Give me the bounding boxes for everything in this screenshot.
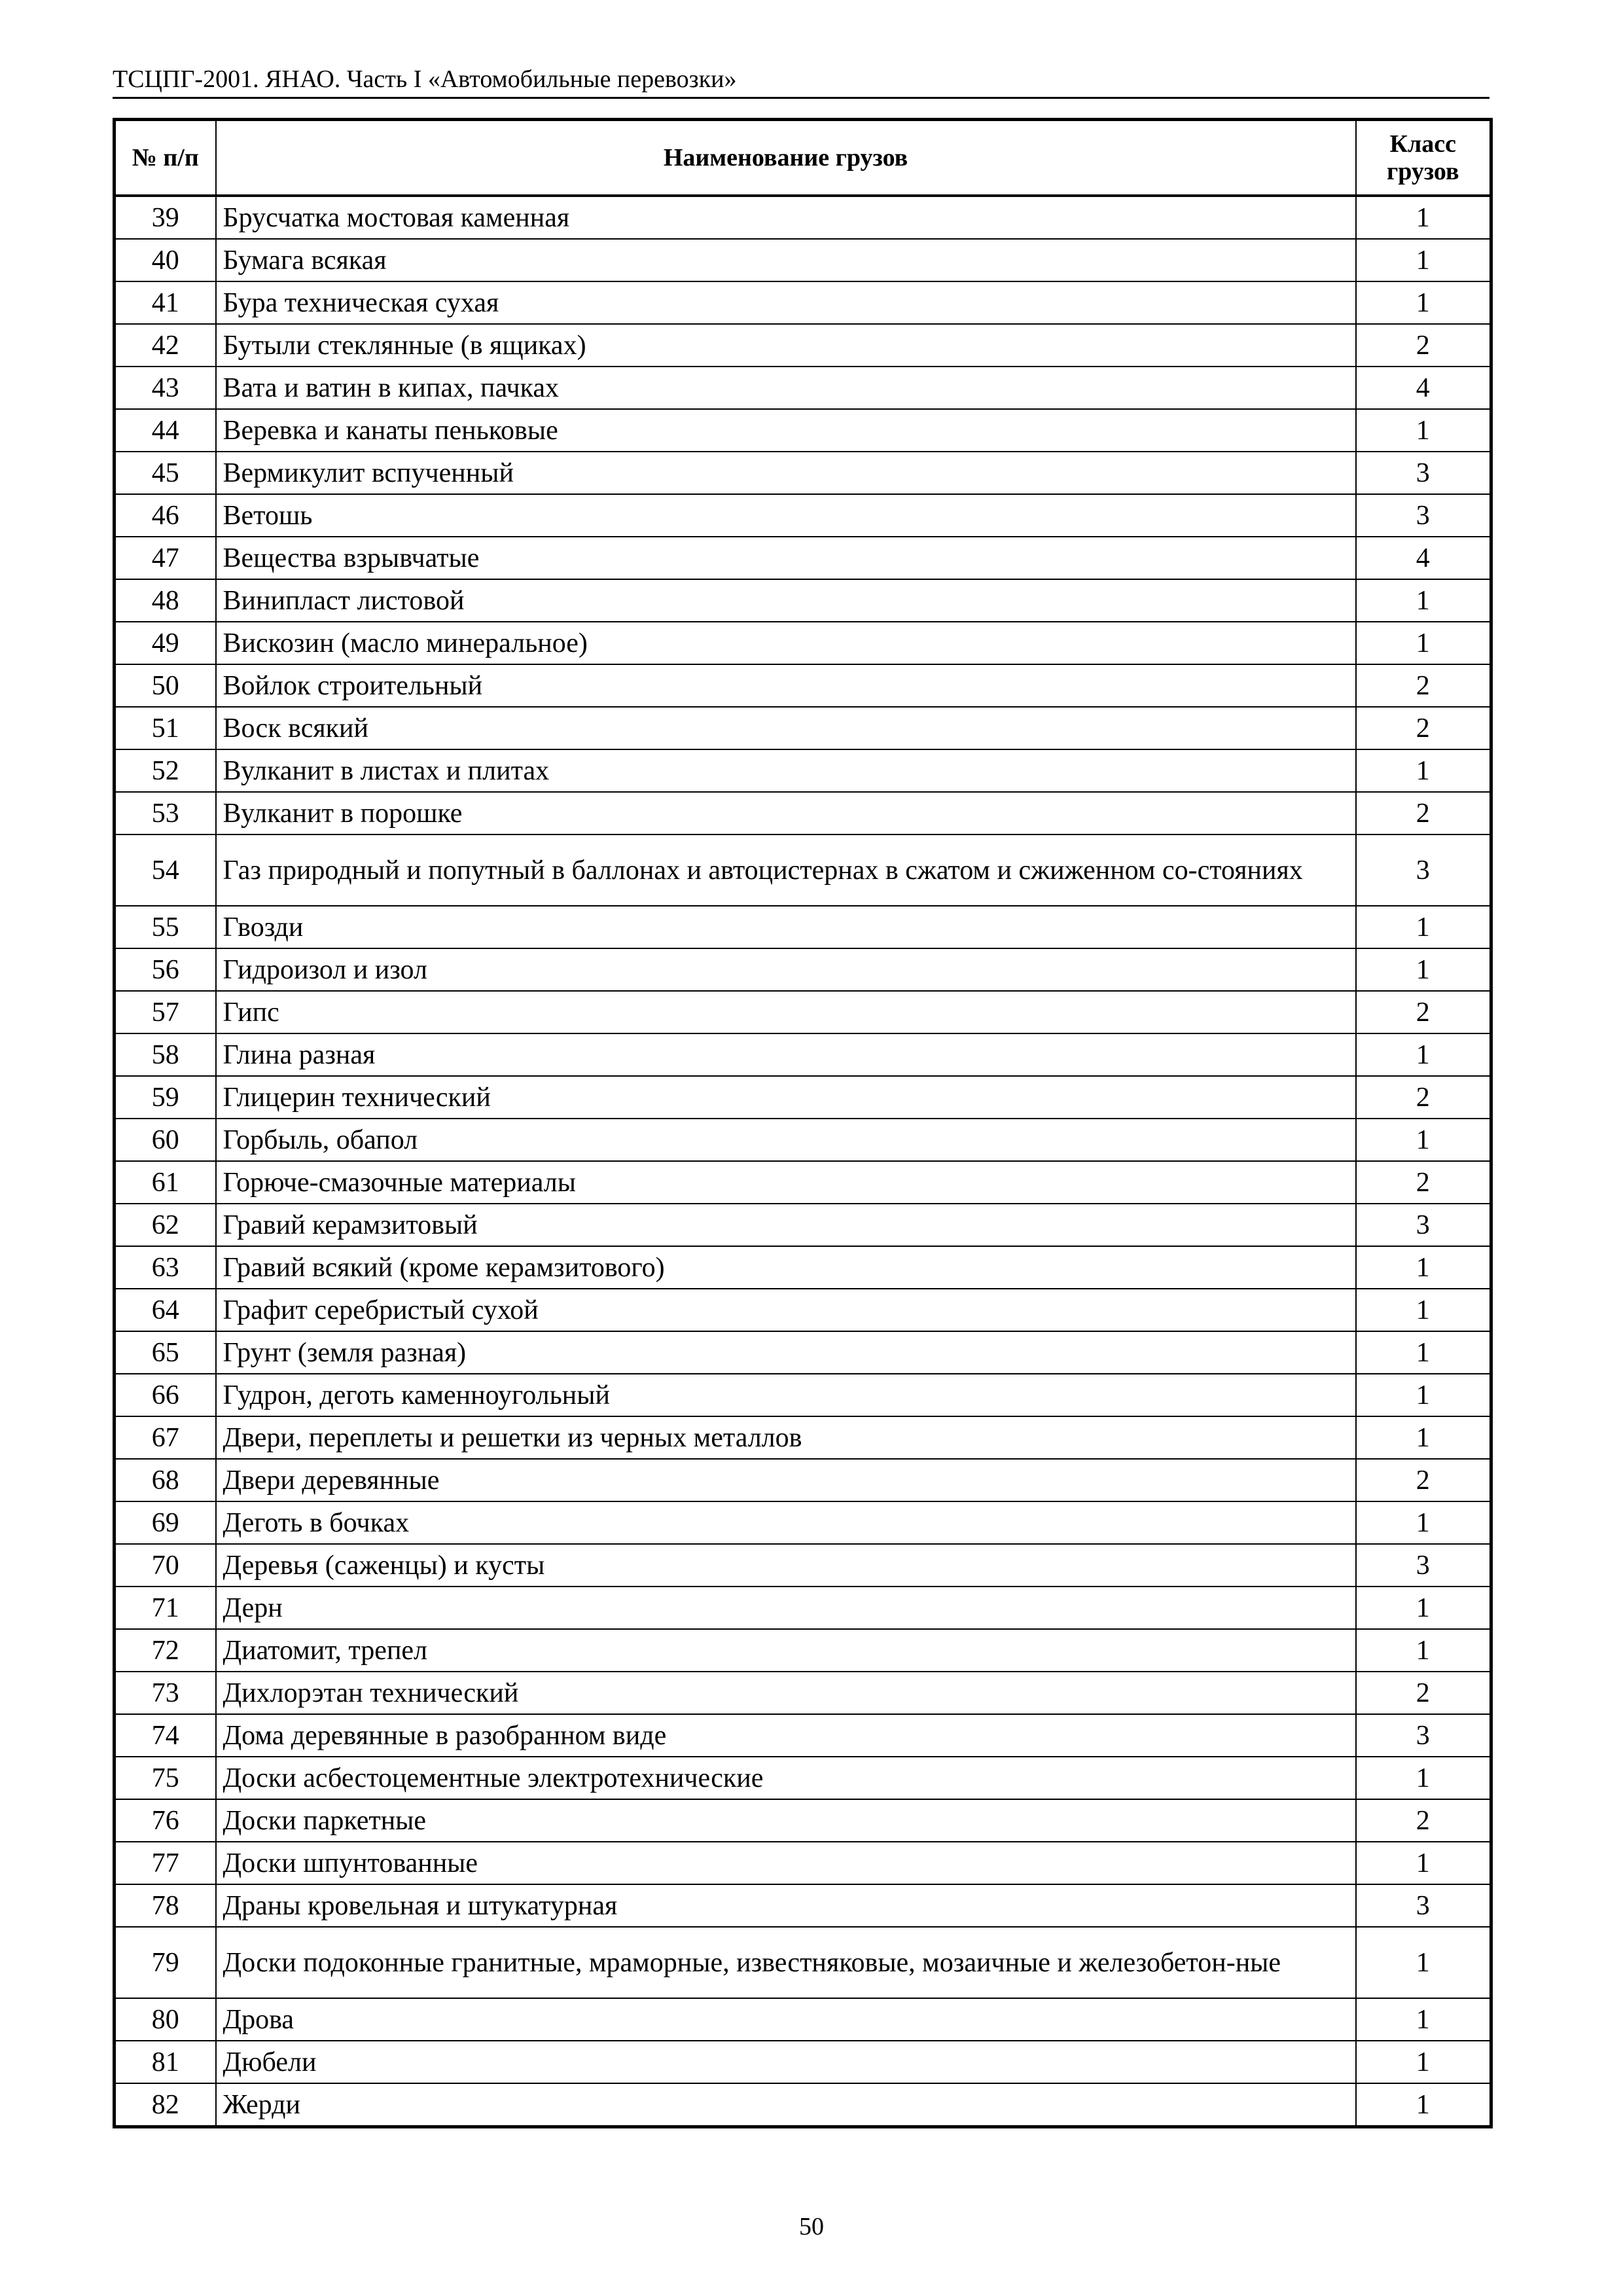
table-row: [115, 1927, 1491, 1998]
table-row: [115, 1672, 1491, 1714]
table-row: [115, 452, 1491, 494]
table-row: [115, 991, 1491, 1033]
cargo-name: Вискозин (масло минеральное): [216, 622, 1356, 664]
cargo-class: 1: [1356, 281, 1491, 324]
cargo-name: Дихлорэтан технический: [216, 1672, 1356, 1714]
cargo-class: 3: [1356, 494, 1491, 537]
cargo-class: 2: [1356, 664, 1491, 707]
cargo-class: 1: [1356, 239, 1491, 281]
cargo-class: 3: [1356, 1714, 1491, 1757]
cargo-class: 1: [1356, 579, 1491, 622]
row-number: 47: [115, 537, 216, 579]
row-number: 48: [115, 579, 216, 622]
cargo-name: Войлок строительный: [216, 664, 1356, 707]
table-row: [115, 1374, 1491, 1416]
table-row: [115, 664, 1491, 707]
table-row: [115, 622, 1491, 664]
row-number: 39: [115, 196, 216, 239]
table-row: [115, 494, 1491, 537]
cargo-name: Гравий керамзитовый: [216, 1204, 1356, 1246]
table-body: [115, 196, 1491, 2127]
cargo-class: 1: [1356, 1246, 1491, 1289]
cargo-name: Горюче-смазочные материалы: [216, 1161, 1356, 1204]
table-row: [115, 749, 1491, 792]
row-number: 57: [115, 991, 216, 1033]
cargo-class: 1: [1356, 1757, 1491, 1799]
cargo-class: 1: [1356, 1587, 1491, 1629]
row-number: 63: [115, 1246, 216, 1289]
row-number: 67: [115, 1416, 216, 1459]
row-number: 43: [115, 367, 216, 409]
cargo-name: Доски асбестоцементные электротехнические: [216, 1757, 1356, 1799]
table-row: [115, 2083, 1491, 2127]
page-number: 50: [799, 2213, 824, 2240]
table-row: [115, 834, 1491, 906]
row-number: 68: [115, 1459, 216, 1501]
row-number: 46: [115, 494, 216, 537]
table-row: [115, 537, 1491, 579]
row-number: 41: [115, 281, 216, 324]
row-number: 52: [115, 749, 216, 792]
header-rule: [113, 97, 1489, 99]
cargo-class: 1: [1356, 1033, 1491, 1076]
column-header-number: № п/п: [115, 120, 216, 196]
cargo-class: 1: [1356, 948, 1491, 991]
table-row: [115, 1459, 1491, 1501]
cargo-class: 3: [1356, 1204, 1491, 1246]
cargo-class: 2: [1356, 324, 1491, 367]
table-row: [115, 1587, 1491, 1629]
cargo-class: 3: [1356, 1544, 1491, 1587]
row-number: 44: [115, 409, 216, 452]
row-number: 71: [115, 1587, 216, 1629]
table-row: [115, 1501, 1491, 1544]
row-number: 58: [115, 1033, 216, 1076]
cargo-name: Брусчатка мостовая каменная: [216, 196, 1356, 239]
cargo-class: 1: [1356, 1998, 1491, 2041]
cargo-name: Графит серебристый сухой: [216, 1289, 1356, 1331]
row-number: 75: [115, 1757, 216, 1799]
cargo-name: Ветошь: [216, 494, 1356, 537]
table-row: [115, 1246, 1491, 1289]
cargo-name: Грунт (земля разная): [216, 1331, 1356, 1374]
cargo-class: 1: [1356, 1416, 1491, 1459]
table-row: [115, 579, 1491, 622]
cargo-name: Вулканит в порошке: [216, 792, 1356, 834]
cargo-name: Бумага всякая: [216, 239, 1356, 281]
cargo-class: 2: [1356, 1799, 1491, 1842]
row-number: 70: [115, 1544, 216, 1587]
row-number: 80: [115, 1998, 216, 2041]
table-row: [115, 409, 1491, 452]
cargo-name: Вещества взрывчатые: [216, 537, 1356, 579]
row-number: 73: [115, 1672, 216, 1714]
cargo-name: Глина разная: [216, 1033, 1356, 1076]
table-row: [115, 2041, 1491, 2083]
table-row: [115, 1331, 1491, 1374]
row-number: 66: [115, 1374, 216, 1416]
cargo-name: Дерн: [216, 1587, 1356, 1629]
row-number: 53: [115, 792, 216, 834]
row-number: 76: [115, 1799, 216, 1842]
row-number: 81: [115, 2041, 216, 2083]
cargo-name: Доски паркетные: [216, 1799, 1356, 1842]
cargo-class: 1: [1356, 196, 1491, 239]
cargo-name: Вермикулит вспученный: [216, 452, 1356, 494]
cargo-class: 1: [1356, 1501, 1491, 1544]
column-header-cargo-name: Наименование грузов: [216, 120, 1356, 196]
table-row: [115, 1033, 1491, 1076]
cargo-name: Газ природный и попутный в баллонах и автоцистернах в сжатом и сжиженном со-стояниях: [216, 834, 1356, 906]
cargo-class: 3: [1356, 452, 1491, 494]
cargo-name: Горбыль, обапол: [216, 1119, 1356, 1161]
table-row: [115, 1799, 1491, 1842]
table-row: [115, 1998, 1491, 2041]
table-row: [115, 1884, 1491, 1927]
row-number: 65: [115, 1331, 216, 1374]
table-row: [115, 1161, 1491, 1204]
cargo-class: 1: [1356, 1927, 1491, 1998]
cargo-class: 1: [1356, 2083, 1491, 2127]
table-row: [115, 1714, 1491, 1757]
row-number: 59: [115, 1076, 216, 1119]
cargo-class: 1: [1356, 622, 1491, 664]
table-row: [115, 707, 1491, 749]
cargo-class: 2: [1356, 1161, 1491, 1204]
table-row: [115, 792, 1491, 834]
table-row: [115, 324, 1491, 367]
cargo-name: Винипласт листовой: [216, 579, 1356, 622]
table-header-row: [115, 120, 1491, 196]
cargo-class-table: [113, 118, 1493, 2128]
row-number: 61: [115, 1161, 216, 1204]
cargo-class: 4: [1356, 367, 1491, 409]
row-number: 62: [115, 1204, 216, 1246]
table-row: [115, 1757, 1491, 1799]
row-number: 77: [115, 1842, 216, 1884]
cargo-name: Дрова: [216, 1998, 1356, 2041]
row-number: 40: [115, 239, 216, 281]
cargo-name: Вата и ватин в кипах, пачках: [216, 367, 1356, 409]
row-number: 55: [115, 906, 216, 948]
cargo-name: Доски подоконные гранитные, мраморные, известняковые, мозаичные и железобетон-ные: [216, 1927, 1356, 1998]
table-row: [115, 196, 1491, 239]
row-number: 56: [115, 948, 216, 991]
cargo-name: Деготь в бочках: [216, 1501, 1356, 1544]
row-number: 54: [115, 834, 216, 906]
cargo-class: 1: [1356, 1629, 1491, 1672]
cargo-class: 2: [1356, 1672, 1491, 1714]
table-row: [115, 1629, 1491, 1672]
table-row: [115, 1416, 1491, 1459]
row-number: 69: [115, 1501, 216, 1544]
cargo-name: Гравий всякий (кроме керамзитового): [216, 1246, 1356, 1289]
table-row: [115, 1289, 1491, 1331]
cargo-name: Жерди: [216, 2083, 1356, 2127]
cargo-class: 1: [1356, 1289, 1491, 1331]
row-number: 42: [115, 324, 216, 367]
cargo-name: Веревка и канаты пеньковые: [216, 409, 1356, 452]
row-number: 72: [115, 1629, 216, 1672]
cargo-class: 2: [1356, 1459, 1491, 1501]
row-number: 49: [115, 622, 216, 664]
cargo-name: Воск всякий: [216, 707, 1356, 749]
cargo-name: Дома деревянные в разобранном виде: [216, 1714, 1356, 1757]
cargo-name: Гудрон, деготь каменноугольный: [216, 1374, 1356, 1416]
row-number: 82: [115, 2083, 216, 2127]
table-row: [115, 948, 1491, 991]
row-number: 64: [115, 1289, 216, 1331]
cargo-class: 1: [1356, 1842, 1491, 1884]
cargo-class: 2: [1356, 991, 1491, 1033]
cargo-name: Бутыли стеклянные (в ящиках): [216, 324, 1356, 367]
row-number: 74: [115, 1714, 216, 1757]
cargo-name: Дюбели: [216, 2041, 1356, 2083]
table-row: [115, 1119, 1491, 1161]
column-header-cargo-class: Класс грузов: [1356, 120, 1491, 196]
row-number: 79: [115, 1927, 216, 1998]
table-row: [115, 239, 1491, 281]
cargo-name: Гидроизол и изол: [216, 948, 1356, 991]
table-row: [115, 367, 1491, 409]
cargo-class: 1: [1356, 1119, 1491, 1161]
cargo-class: 1: [1356, 1374, 1491, 1416]
cargo-name: Гвозди: [216, 906, 1356, 948]
cargo-class: 1: [1356, 2041, 1491, 2083]
row-number: 78: [115, 1884, 216, 1927]
table-row: [115, 1076, 1491, 1119]
cargo-class: 4: [1356, 537, 1491, 579]
cargo-class: 1: [1356, 1331, 1491, 1374]
table-row: [115, 1544, 1491, 1587]
cargo-class: 1: [1356, 409, 1491, 452]
cargo-name: Глицерин технический: [216, 1076, 1356, 1119]
row-number: 60: [115, 1119, 216, 1161]
cargo-class: 2: [1356, 707, 1491, 749]
page-header: ТСЦПГ-2001. ЯНАО. Часть I «Автомобильные перевозки»: [113, 65, 737, 93]
table-row: [115, 281, 1491, 324]
row-number: 51: [115, 707, 216, 749]
cargo-name: Диатомит, трепел: [216, 1629, 1356, 1672]
cargo-name: Доски шпунтованные: [216, 1842, 1356, 1884]
cargo-name: Бура техническая сухая: [216, 281, 1356, 324]
cargo-class-table-container: [113, 118, 1489, 2128]
table-row: [115, 906, 1491, 948]
row-number: 45: [115, 452, 216, 494]
table-row: [115, 1204, 1491, 1246]
cargo-class: 1: [1356, 906, 1491, 948]
cargo-name: Гипс: [216, 991, 1356, 1033]
cargo-name: Драны кровельная и штукатурная: [216, 1884, 1356, 1927]
cargo-name: Двери, переплеты и решетки из черных металлов: [216, 1416, 1356, 1459]
row-number: 50: [115, 664, 216, 707]
cargo-class: 3: [1356, 1884, 1491, 1927]
cargo-class: 3: [1356, 834, 1491, 906]
cargo-class: 2: [1356, 792, 1491, 834]
cargo-name: Вулканит в листах и плитах: [216, 749, 1356, 792]
cargo-name: Деревья (саженцы) и кусты: [216, 1544, 1356, 1587]
cargo-class: 1: [1356, 749, 1491, 792]
cargo-name: Двери деревянные: [216, 1459, 1356, 1501]
cargo-class: 2: [1356, 1076, 1491, 1119]
table-row: [115, 1842, 1491, 1884]
